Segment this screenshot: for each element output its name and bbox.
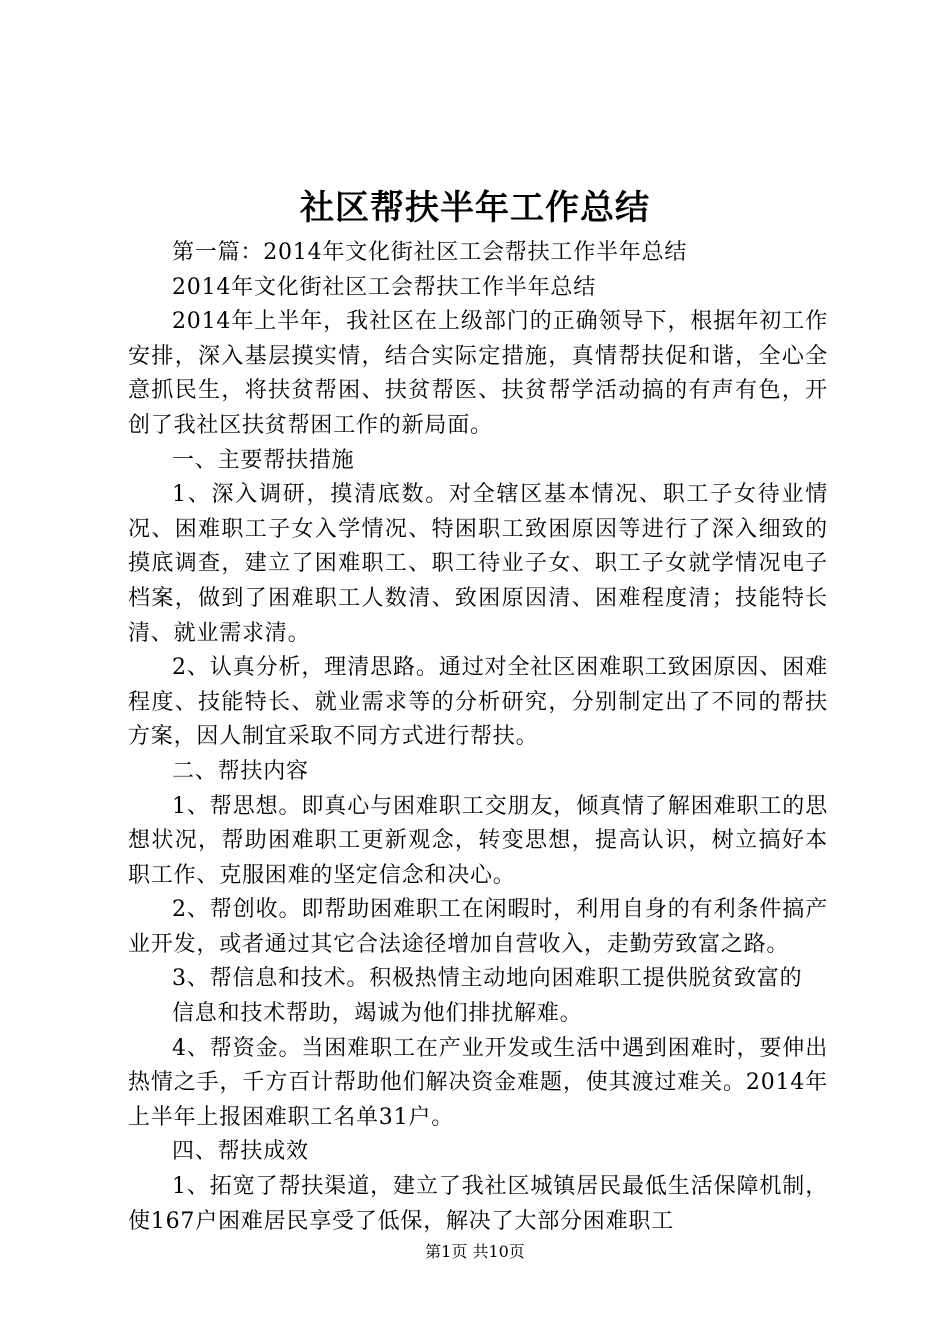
- document-body: [128, 236, 828, 1239]
- section-heading-content: 二、帮扶内容: [172, 758, 309, 784]
- section-heading-results: 四、帮扶成效: [172, 1139, 309, 1165]
- paragraph-results-1: 1、拓宽了帮扶渠道，建立了我社区城镇居民最低生活保障机制，使167户困难居民享受了低保，解决了大部分困难职工: [128, 1174, 828, 1234]
- document-title: 社区帮扶半年工作总结: [300, 188, 650, 228]
- paragraph-measure-2: 2、认真分析，理清思路。通过对全社区困难职工致困原因、困难程度、技能特长、就业需求等的分析研究，分别制定出了不同的帮扶方案，因人制宜采取不同方式进行帮扶。: [128, 655, 828, 750]
- section-heading-measures: 一、主要帮扶措施: [172, 447, 355, 473]
- paragraph-subtitle: 2014年文化街社区工会帮扶工作半年总结: [172, 274, 596, 300]
- paragraph-content-3: 3、帮信息和技术。积极热情主动地向困难职工提供脱贫致富的: [172, 966, 803, 992]
- paragraph-content-2: 2、帮创收。即帮助困难职工在闲暇时，利用自身的有利条件搞产业开发，或者通过其它合法途径增加自营收入，走勤劳致富之路。: [128, 897, 828, 957]
- paragraph-content-3-continued: 信息和技术帮助，竭诚为他们排扰解难。: [172, 1001, 583, 1027]
- paragraph-intro: 2014年上半年，我社区在上级部门的正确领导下，根据年初工作安排，深入基层摸实情，结合实际定措施，真情帮扶促和谐，全心全意抓民生，将扶贫帮困、扶贫帮医、扶贫帮学活动搞的有声有色，开创了我社区扶贫帮困工作的新局面。: [128, 309, 828, 438]
- paragraph-chapter-heading: 第一篇：2014年文化街社区工会帮扶工作半年总结: [172, 240, 688, 265]
- page-footer: 第1页 共10页: [425, 1242, 525, 1261]
- paragraph-measure-1: 1、深入调研，摸清底数。对全辖区基本情况、职工子女待业情况、困难职工子女入学情况、特困职工致困原因等进行了深入细致的摸底调查，建立了困难职工、职工待业子女、职工子女就学情况电子档案，做到了困难职工人数清、致困原因清、困难程度清；技能特长清、就业需求清。: [128, 482, 828, 646]
- paragraph-content-1: 1、帮思想。即真心与困难职工交朋友，倾真情了解困难职工的思想状况，帮助困难职工更新观念，转变思想，提高认识，树立搞好本职工作、克服困难的坚定信念和决心。: [128, 793, 828, 888]
- paragraph-content-4: 4、帮资金。当困难职工在产业开发或生活中遇到困难时，要伸出热情之手，千方百计帮助他们解决资金难题，使其渡过难关。2014年上半年上报困难职工名单31户。: [128, 1035, 828, 1130]
